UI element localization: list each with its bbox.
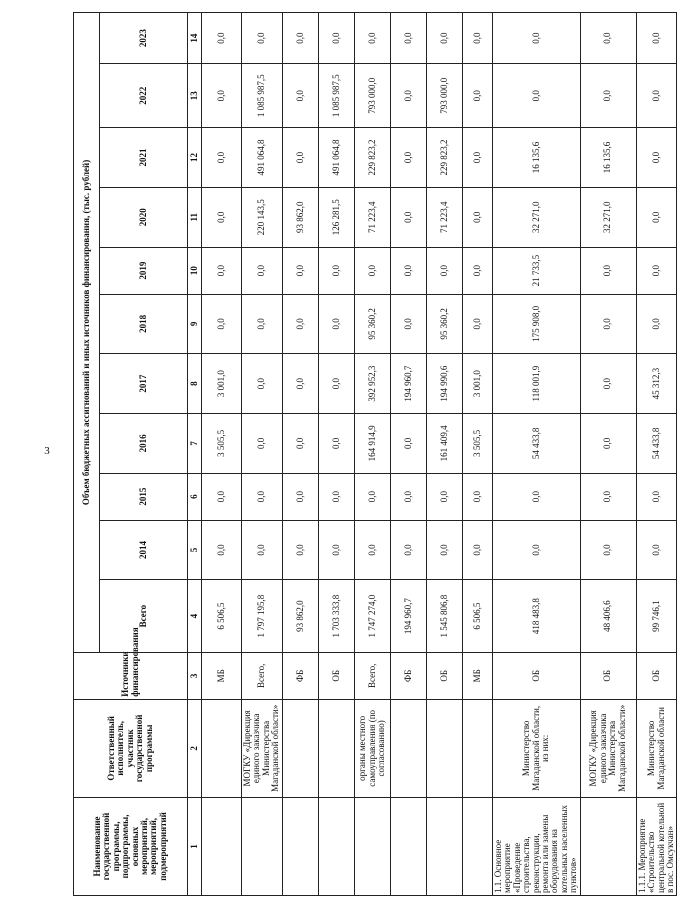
table-body [202, 13, 677, 896]
column-number: 4 [188, 580, 202, 653]
rotated-table-wrapper [73, 12, 675, 896]
cell-value: 0,0 [390, 413, 426, 473]
cell-value: 229 823,2 [354, 128, 390, 188]
cell-value: 0,0 [242, 413, 283, 473]
header-year: 2019 [100, 247, 188, 294]
cell-value: 0,0 [426, 473, 462, 520]
cell-value: 0,0 [390, 294, 426, 354]
cell-executor: Министерство Магаданской области [636, 699, 677, 797]
header-year: 2021 [100, 128, 188, 188]
cell-executor [282, 699, 318, 797]
cell-source: Всего, [242, 652, 283, 699]
cell-executor [318, 699, 354, 797]
cell-value: 194 990,6 [426, 354, 462, 414]
cell-value: 118 001,9 [492, 354, 580, 414]
cell-value: 0,0 [242, 294, 283, 354]
cell-value: 45 312,3 [636, 354, 677, 414]
header-year: 2023 [100, 13, 188, 64]
cell-value: 0,0 [462, 13, 492, 64]
column-number: 9 [188, 294, 202, 354]
cell-value: 0,0 [318, 294, 354, 354]
header-executor: Ответственный исполнитель, участник государственной программы [74, 699, 188, 797]
table-row [492, 13, 580, 896]
cell-name: 1.1.1. Мероприятие «Строительство центральной котельной в пос. Омсукчан» [636, 797, 677, 895]
cell-value: 1 085 987,5 [242, 64, 283, 128]
cell-value: 93 862,0 [282, 580, 318, 653]
column-number: 6 [188, 473, 202, 520]
header-year: 2015 [100, 473, 188, 520]
cell-name [462, 797, 492, 895]
cell-name [202, 797, 242, 895]
column-number: 11 [188, 187, 202, 247]
cell-value: 0,0 [636, 247, 677, 294]
cell-value: 0,0 [492, 13, 580, 64]
cell-value: 95 360,2 [426, 294, 462, 354]
header-year: 2014 [100, 520, 188, 580]
cell-value: 16 135,6 [580, 128, 636, 188]
cell-value: 392 952,3 [354, 354, 390, 414]
cell-value: 48 406,6 [580, 580, 636, 653]
cell-value: 6 506,5 [462, 580, 492, 653]
cell-value: 1 747 274,0 [354, 580, 390, 653]
cell-name [426, 797, 462, 895]
cell-value: 0,0 [282, 247, 318, 294]
cell-value: 0,0 [318, 247, 354, 294]
cell-source: Всего, [354, 652, 390, 699]
cell-executor [426, 699, 462, 797]
cell-value: 0,0 [462, 520, 492, 580]
cell-value: 793 000,0 [426, 64, 462, 128]
cell-value: 32 271,0 [492, 187, 580, 247]
cell-value: 0,0 [462, 187, 492, 247]
table-row [202, 13, 242, 896]
cell-value: 1 085 987,5 [318, 64, 354, 128]
cell-value: 0,0 [636, 294, 677, 354]
cell-name [282, 797, 318, 895]
header-name: Наименование государственной программы, подпрограммы, основных мероприятий, мероприятий, подмероприятий [74, 797, 188, 895]
cell-value: 0,0 [202, 128, 242, 188]
cell-name: 1.1. Основное мероприятие «Проведение строительства, реконструкции, ремонта или замены оборудования на котельных населенных пунктов» [492, 797, 580, 895]
cell-value: 0,0 [242, 520, 283, 580]
header-year: 2020 [100, 187, 188, 247]
column-number: 14 [188, 13, 202, 64]
cell-executor: органы местного самоуправления (по согласованию) [354, 699, 390, 797]
cell-name [318, 797, 354, 895]
cell-source: ОБ [426, 652, 462, 699]
cell-value: 1 703 333,8 [318, 580, 354, 653]
cell-value: 229 823,2 [426, 128, 462, 188]
cell-value: 491 064,8 [318, 128, 354, 188]
cell-value: 0,0 [636, 13, 677, 64]
cell-value: 0,0 [462, 128, 492, 188]
header-year: Всего [100, 580, 188, 653]
cell-value: 126 281,5 [318, 187, 354, 247]
cell-value: 0,0 [318, 520, 354, 580]
cell-executor [202, 699, 242, 797]
cell-value: 71 223,4 [426, 187, 462, 247]
cell-value: 0,0 [426, 520, 462, 580]
cell-value: 0,0 [318, 354, 354, 414]
cell-value: 0,0 [390, 128, 426, 188]
cell-value: 0,0 [390, 64, 426, 128]
table-row [462, 13, 492, 896]
cell-value: 0,0 [492, 64, 580, 128]
cell-value: 0,0 [354, 520, 390, 580]
cell-value: 0,0 [580, 294, 636, 354]
cell-value: 1 545 806,8 [426, 580, 462, 653]
column-numbers-row [188, 13, 202, 896]
page-number: 3 [44, 445, 50, 457]
financing-table [73, 12, 677, 896]
cell-value: 0,0 [580, 354, 636, 414]
cell-value: 99 746,1 [636, 580, 677, 653]
cell-value: 194 960,7 [390, 354, 426, 414]
cell-value: 0,0 [426, 247, 462, 294]
cell-executor: МОГКУ «Дирекция единого заказчика Министерства Магаданской области» [242, 699, 283, 797]
cell-value: 0,0 [282, 473, 318, 520]
cell-value: 0,0 [202, 520, 242, 580]
header-volume: Объем бюджетных ассигнований и иных источников финансирования, (тыс. рублей) [74, 13, 100, 653]
cell-value: 0,0 [242, 13, 283, 64]
header-year: 2017 [100, 354, 188, 414]
cell-value: 164 914,9 [354, 413, 390, 473]
cell-executor: МОГКУ «Дирекция единого заказчика Министерства Магаданской области» [580, 699, 636, 797]
cell-source: ФБ [390, 652, 426, 699]
column-number: 1 [188, 797, 202, 895]
table-row [426, 13, 462, 896]
cell-value: 0,0 [390, 247, 426, 294]
cell-executor [462, 699, 492, 797]
cell-value: 0,0 [580, 64, 636, 128]
cell-value: 0,0 [580, 473, 636, 520]
cell-value: 0,0 [202, 473, 242, 520]
cell-value: 0,0 [636, 128, 677, 188]
table-row [390, 13, 426, 896]
cell-value: 0,0 [390, 473, 426, 520]
cell-value: 0,0 [636, 473, 677, 520]
cell-source: МБ [202, 652, 242, 699]
cell-value: 0,0 [426, 13, 462, 64]
cell-value: 0,0 [580, 413, 636, 473]
cell-value: 0,0 [354, 247, 390, 294]
table-row [318, 13, 354, 896]
cell-value: 0,0 [318, 473, 354, 520]
cell-value: 0,0 [202, 247, 242, 294]
cell-value: 0,0 [390, 520, 426, 580]
cell-value: 793 000,0 [354, 64, 390, 128]
cell-value: 16 135,6 [492, 128, 580, 188]
table-row [242, 13, 283, 896]
cell-value: 0,0 [580, 247, 636, 294]
cell-value: 3 505,5 [202, 413, 242, 473]
cell-source: ФБ [282, 652, 318, 699]
cell-source: ОБ [492, 652, 580, 699]
cell-value: 0,0 [636, 187, 677, 247]
cell-value: 0,0 [492, 520, 580, 580]
cell-value: 3 001,0 [462, 354, 492, 414]
cell-value: 220 143,5 [242, 187, 283, 247]
cell-source: МБ [462, 652, 492, 699]
table-row [636, 13, 677, 896]
cell-executor [390, 699, 426, 797]
cell-value: 0,0 [282, 64, 318, 128]
cell-value: 0,0 [242, 473, 283, 520]
cell-value: 0,0 [354, 473, 390, 520]
cell-value: 0,0 [354, 13, 390, 64]
cell-value: 71 223,4 [354, 187, 390, 247]
cell-value: 0,0 [202, 187, 242, 247]
cell-value: 0,0 [242, 354, 283, 414]
cell-value: 175 908,0 [492, 294, 580, 354]
header-year: 2016 [100, 413, 188, 473]
cell-value: 0,0 [318, 13, 354, 64]
cell-source: ОБ [636, 652, 677, 699]
cell-name [354, 797, 390, 895]
cell-value: 0,0 [202, 294, 242, 354]
cell-value: 0,0 [462, 247, 492, 294]
cell-value: 0,0 [202, 64, 242, 128]
cell-value: 0,0 [492, 473, 580, 520]
column-number: 7 [188, 413, 202, 473]
cell-value: 418 483,8 [492, 580, 580, 653]
table-row [580, 13, 636, 896]
cell-value: 0,0 [318, 413, 354, 473]
cell-value: 0,0 [390, 187, 426, 247]
column-number: 2 [188, 699, 202, 797]
cell-value: 0,0 [636, 64, 677, 128]
cell-value: 161 409,4 [426, 413, 462, 473]
cell-value: 0,0 [282, 354, 318, 414]
cell-value: 6 506,5 [202, 580, 242, 653]
table-row [282, 13, 318, 896]
cell-source: ОБ [580, 652, 636, 699]
cell-value: 0,0 [580, 13, 636, 64]
cell-value: 95 360,2 [354, 294, 390, 354]
cell-value: 0,0 [242, 247, 283, 294]
cell-value: 0,0 [282, 128, 318, 188]
cell-value: 0,0 [462, 294, 492, 354]
cell-name [242, 797, 283, 895]
cell-value: 0,0 [390, 13, 426, 64]
cell-value: 0,0 [462, 64, 492, 128]
cell-value: 0,0 [580, 520, 636, 580]
cell-value: 93 862,0 [282, 187, 318, 247]
cell-value: 3 001,0 [202, 354, 242, 414]
cell-value: 54 433,8 [492, 413, 580, 473]
table-row [354, 13, 390, 896]
cell-value: 1 797 195,8 [242, 580, 283, 653]
cell-value: 0,0 [282, 413, 318, 473]
cell-value: 21 733,5 [492, 247, 580, 294]
cell-value: 0,0 [282, 294, 318, 354]
cell-value: 0,0 [636, 520, 677, 580]
cell-value: 194 960,7 [390, 580, 426, 653]
column-number: 13 [188, 64, 202, 128]
column-number: 3 [188, 652, 202, 699]
cell-value: 32 271,0 [580, 187, 636, 247]
column-number: 5 [188, 520, 202, 580]
cell-value: 0,0 [282, 520, 318, 580]
cell-value: 0,0 [282, 13, 318, 64]
header-year: 2018 [100, 294, 188, 354]
cell-name [580, 797, 636, 895]
cell-executor: Министерство Магаданской области, из них: [492, 699, 580, 797]
cell-value: 0,0 [462, 473, 492, 520]
cell-value: 54 433,8 [636, 413, 677, 473]
column-number: 8 [188, 354, 202, 414]
cell-value: 3 505,5 [462, 413, 492, 473]
cell-value: 491 064,8 [242, 128, 283, 188]
column-number: 10 [188, 247, 202, 294]
header-source: Источники финансирования [74, 652, 188, 699]
cell-name [390, 797, 426, 895]
cell-value: 0,0 [202, 13, 242, 64]
header-year: 2022 [100, 64, 188, 128]
column-number: 12 [188, 128, 202, 188]
cell-source: ОБ [318, 652, 354, 699]
